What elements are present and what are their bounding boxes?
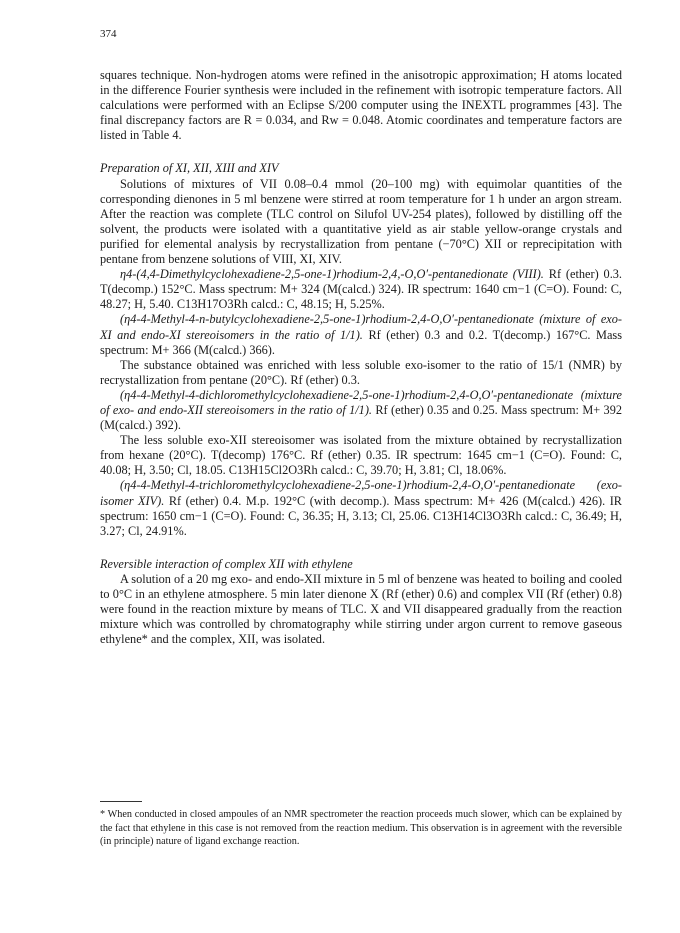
compound-xi-note: The substance obtained was enriched with less soluble exo-isomer to the ratio of 15/1 (NMR) by recrystallization from pentane (20°C). Rf (ether) 0.3. bbox=[100, 357, 622, 387]
section-heading-ethylene: Reversible interaction of complex XII with ethylene bbox=[100, 556, 353, 571]
page-number: 374 bbox=[100, 28, 117, 40]
compound-xiv-entry bbox=[100, 478, 622, 538]
compound-xii-note: The less soluble exo-XII stereoisomer was isolated from the mixture obtained by recrystallization from hexane (20°C). T(decomp) 176°C. Rf (ether) 0.35. IR spectrum: 1645 cm−1 (C=O). Found: C, 40.08; H, 3.50; Cl, 18.05. C13H15Cl2O3Rh calcd.: C, 39.70; H, 3.81; Cl, 18.06%. bbox=[100, 433, 622, 478]
preparation-paragraph: Solutions of mixtures of VII 0.08–0.4 mmol (20–100 mg) with equimolar quantities of the corresponding dienones in 5 ml benzene were stirred at room temperature for 1 h under an argon stream. After the reaction was complete (TLC control on Silufol UV-254 plates), followed by distilling off the solvent, the products were isolated with a quantitative yield as air stable yellow-orange crystals and purified for elemental analysis by recrystallization from pentane (−70°C) XII or reprecipitation with pentane from benzene solutions of VIII, XI, XIV. bbox=[100, 176, 622, 267]
ethylene-paragraph: A solution of a 20 mg exo- and endo-XII mixture in 5 ml of benzene was heated to boiling and cooled to 0°C in an ethylene atmosphere. 5 min later dienone X (Rf (ether) 0.6) and complex VII (Rf (ether) 0.8) were found in the reaction mixture by means of TLC. X and VII disappeared gradually from the reaction mixture which was controlled by chromatography while stirring under argon current to remove gaseous ethylene* and the complex, XII, was isolated. bbox=[100, 571, 622, 647]
body-text bbox=[100, 68, 622, 647]
compound-viii-entry bbox=[100, 267, 622, 312]
intro-paragraph: squares technique. Non-hydrogen atoms were refined in the anisotropic approximation; H atoms located in the difference Fourier synthesis were included in the refinement with isotropic temperature factors. All calculations were performed with an Eclipse S/200 computer using the INEXTL programmes [43]. The final discrepancy factors are R = 0.034, and Rw = 0.048. Atomic coordinates and temperature factors are listed in Table 4. bbox=[100, 68, 622, 143]
compound-xiv-data: Rf (ether) 0.4. M.p. 192°C (with decomp.). Mass spectrum: M+ 426 (M(calcd.) 426). IR spectrum: 1650 cm−1 (C=O). Found: C, 36.35; H, 3.13; Cl, 25.06. C13H14Cl3O3Rh calcd.: C, 36.49; H, 3.27; Cl, 24.91%. bbox=[100, 493, 622, 538]
compound-xii-entry bbox=[100, 388, 622, 433]
compound-viii-data: Rf (ether) 0.3. T(decomp.) 152°C. Mass spectrum: M+ 324 (M(calcd.) 324). IR spectrum: 1640 cm−1 (C=O). Found: C, 48.27; H, 5.40. C13H17O3Rh calcd.: C, 48.15; H, 5.25%. bbox=[100, 267, 622, 312]
section-heading-preparation: Preparation of XI, XII, XIII and XIV bbox=[100, 161, 279, 176]
compound-xi-data: Rf (ether) 0.3 and 0.2. T(decomp.) 167°C. Mass spectrum: M+ 366 (M(calcd.) 366). bbox=[100, 327, 623, 357]
footnote-rule bbox=[100, 801, 142, 802]
compound-xi-name: (η4-4-Methyl-4-n-butylcyclohexadiene-2,5-one-1)rhodium-2,4-O,O′-pentanedionate (mixture of exo-XI and endo-XI stereoisomers in the ratio of 1/1). bbox=[100, 312, 622, 342]
compound-xiv-name: (η4-4-Methyl-4-trichloromethylcyclohexadiene-2,5-one-1)rhodium-2,4-O,O′-pentanedionate (exo-isomer XIV). bbox=[100, 478, 622, 508]
footnote: * When conducted in closed ampoules of an NMR spectrometer the reaction proceeds much slower, which can be explained by the fact that ethylene in this case is not removed from the reaction medium. This observation is in agreement with the reversible (in principle) nature of ligand exchange reaction. bbox=[100, 809, 622, 848]
compound-xii-name: (η4-4-Methyl-4-dichloromethylcyclohexadiene-2,5-one-1)rhodium-2,4-O,O′-pentanedionate (mixture of exo- and endo-XII stereoisomers in the ratio of 1/1). bbox=[100, 387, 622, 417]
compound-xi-entry bbox=[100, 312, 622, 357]
compound-xii-data: Rf (ether) 0.35 and 0.25. Mass spectrum: M+ 392 (M(calcd.) 392). bbox=[100, 402, 622, 433]
compound-viii-name: η4-(4,4-Dimethylcyclohexadiene-2,5-one-1)rhodium-2,4,-O,O′-pentanedionate (VIII). bbox=[120, 267, 544, 282]
